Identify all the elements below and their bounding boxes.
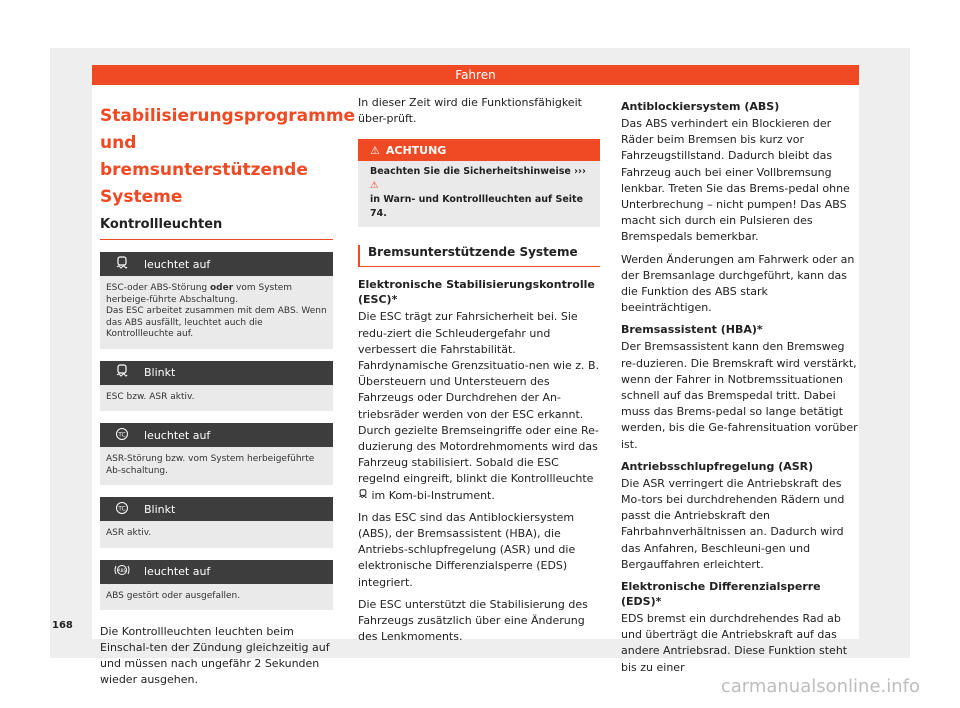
- warning-box: [358, 139, 600, 227]
- body-text: Die ESC unterstützt die Stabilisierung des Fahrzeugs zusätzlich über eine Änderung des Lenkmoments.: [358, 597, 588, 644]
- svg-text:TC: TC: [118, 505, 126, 512]
- lamp-text: vom System herbeige-führte Abschaltung.: [106, 283, 293, 305]
- watermark: carmanualsonline.info: [720, 676, 920, 697]
- page-title: [100, 103, 356, 211]
- lamp-status: leuchtet auf: [144, 565, 211, 578]
- section-title: Bremsunterstützende Systeme: [358, 245, 600, 267]
- text-run: Die ESC trägt zur Fahrsicherheit bei. Sie redu-ziert die Schleudergefahr und verbessert die Fahrstabilität. Fahrdynamische Grenzsituatio-nen wie z. B. Übersteuern und Untersteuern des Fahrzeugs oder Durchdrehen der An-triebsräder werden von der ESC erkannt. Durch gezielte Bremseingriffe oder eine Re-duzierung des Motordrehmoments wird das Fahrzeug stabilisiert. Sobald die ESC regelnd eingreift, blinkt die Kontrollleuchte: [358, 310, 600, 486]
- tc-icon: [100, 427, 144, 444]
- title-line: Stabilisierungsprogramme: [100, 106, 356, 126]
- lamp-description: ESC bzw. ASR aktiv.: [100, 385, 333, 412]
- svg-text:TC: TC: [118, 431, 126, 438]
- hba-heading: Bremsassistent (HBA)*: [621, 323, 763, 337]
- warning-icon: ⚠: [370, 180, 379, 192]
- body-text: In dieser Zeit wird die Funktionsfähigkeit über-prüft.: [358, 96, 582, 126]
- lamp-description: [100, 276, 333, 349]
- body-text: EDS bremst ein durchdrehendes Rad ab und überträgt die Antriebskraft auf das andere Antriebsrad. Diese Funktion steht bis zu einer: [621, 612, 848, 674]
- column-middle: [358, 95, 600, 651]
- warning-icon: ⚠: [370, 143, 380, 157]
- lamp-status: leuchtet auf: [144, 428, 211, 442]
- svg-text:ABS: ABS: [117, 569, 127, 574]
- lamp-header: [100, 560, 333, 584]
- title-line: Systeme: [100, 187, 183, 207]
- title-line: und bremsunterstützende: [100, 133, 308, 180]
- lamp-status: leuchtet auf: [144, 257, 211, 271]
- lamp-text: ESC-oder ABS-Störung: [106, 283, 210, 293]
- warning-line: Beachten Sie die Sicherheitshinweise ›››: [370, 166, 586, 178]
- lamp-header: [100, 252, 333, 276]
- lamp-status: Blinkt: [144, 502, 176, 516]
- body-text: Das ABS verhindert ein Blockieren der Räder beim Bremsen bis kurz vor Fahrzeugstillstand. Dadurch bleibt das Fahrzeug auch bei einer Vollbremsung lenkbar. Treten Sie das Brems-pedal ohne Unterbrechung – nicht pumpen! Das ABS macht sich durch ein Pulsieren des Bremspedals bemerkbar.: [621, 117, 850, 244]
- lamp-text-bold: oder: [209, 283, 234, 293]
- warning-text: [358, 161, 600, 227]
- text-run: im Kom-bi-Instrument.: [368, 488, 495, 502]
- chapter-header: Fahren: [92, 65, 859, 85]
- manual-page: [92, 65, 859, 686]
- body-text: In das ESC sind das Antiblockiersystem (ABS), der Bremsassistent (HBA), die Antriebs-schlupfregelung (ASR) und die elektronische Differenzialsperre (EDS) integriert.: [358, 510, 576, 589]
- body-text: [358, 309, 600, 503]
- tc-icon: [100, 501, 144, 518]
- page-number: 168: [52, 620, 73, 631]
- subtitle: Kontrollleuchten: [100, 217, 333, 240]
- lamp-header: [100, 497, 333, 521]
- warning-header: [358, 139, 600, 161]
- column-left: [100, 95, 356, 688]
- asr-heading: Antriebsschlupfregelung (ASR): [621, 459, 814, 473]
- lamp-header: [100, 423, 333, 447]
- lamp-description: ASR-Störung bzw. vom System herbeigeführte Ab-schaltung.: [100, 447, 333, 485]
- body-text: Die ASR verringert die Antriebskraft des Mo-tors bei durchdrehenden Rädern und passt die Antriebskraft den Fahrbahnverhältnissen an. Dadurch wird das Anfahren, Beschleuni-gen und Bergauffahren erleichtert.: [621, 476, 845, 571]
- body-text: Die Kontrollleuchten leuchten beim Einschal-ten der Zündung gleichzeitig auf und müssen nach ungefähr 2 Sekunden wieder ausgehen.: [100, 625, 330, 686]
- lamp-description: ASR aktiv.: [100, 521, 333, 548]
- esc-icon: [100, 256, 144, 273]
- lamp-header: [100, 361, 333, 385]
- warning-title: ACHTUNG: [385, 143, 447, 157]
- lamp-description: ABS gestört oder ausgefallen.: [100, 584, 333, 611]
- lamp-status: Blinkt: [144, 366, 176, 379]
- column-right: [621, 95, 859, 682]
- abs-heading: Antiblockiersystem (ABS): [621, 100, 780, 113]
- lamp-text: Das ESC arbeitet zusammen mit dem ABS. Wenn das ABS ausfällt, leuchtet auch die Kontrollleuchte auf.: [106, 306, 327, 339]
- body-text: Werden Änderungen am Fahrwerk oder an der Bremsanlage durchgeführt, kann das die Funktion des ABS stark beeinträchtigen.: [621, 252, 855, 315]
- warning-line: in Warn- und Kontrollleuchten auf Seite 74.: [370, 194, 584, 220]
- abs-icon: [100, 563, 144, 580]
- esc-icon: [100, 364, 144, 381]
- eds-heading: Elektronische Differenzialsperre (EDS)*: [621, 580, 821, 609]
- esc-icon: [358, 489, 368, 502]
- body-text: Der Bremsassistent kann den Bremsweg re-duzieren. Die Bremskraft wird verstärkt, wenn der Fahrer in Notbremssituationen schnell auf das Bremspedal tritt. Dabei muss das Brems-pedal so lange betätigt werden, bis die Ge-fahrensituation vorüber ist.: [621, 340, 858, 451]
- esc-heading: Elektronische Stabilisierungskontrolle (ESC)*: [358, 278, 595, 307]
